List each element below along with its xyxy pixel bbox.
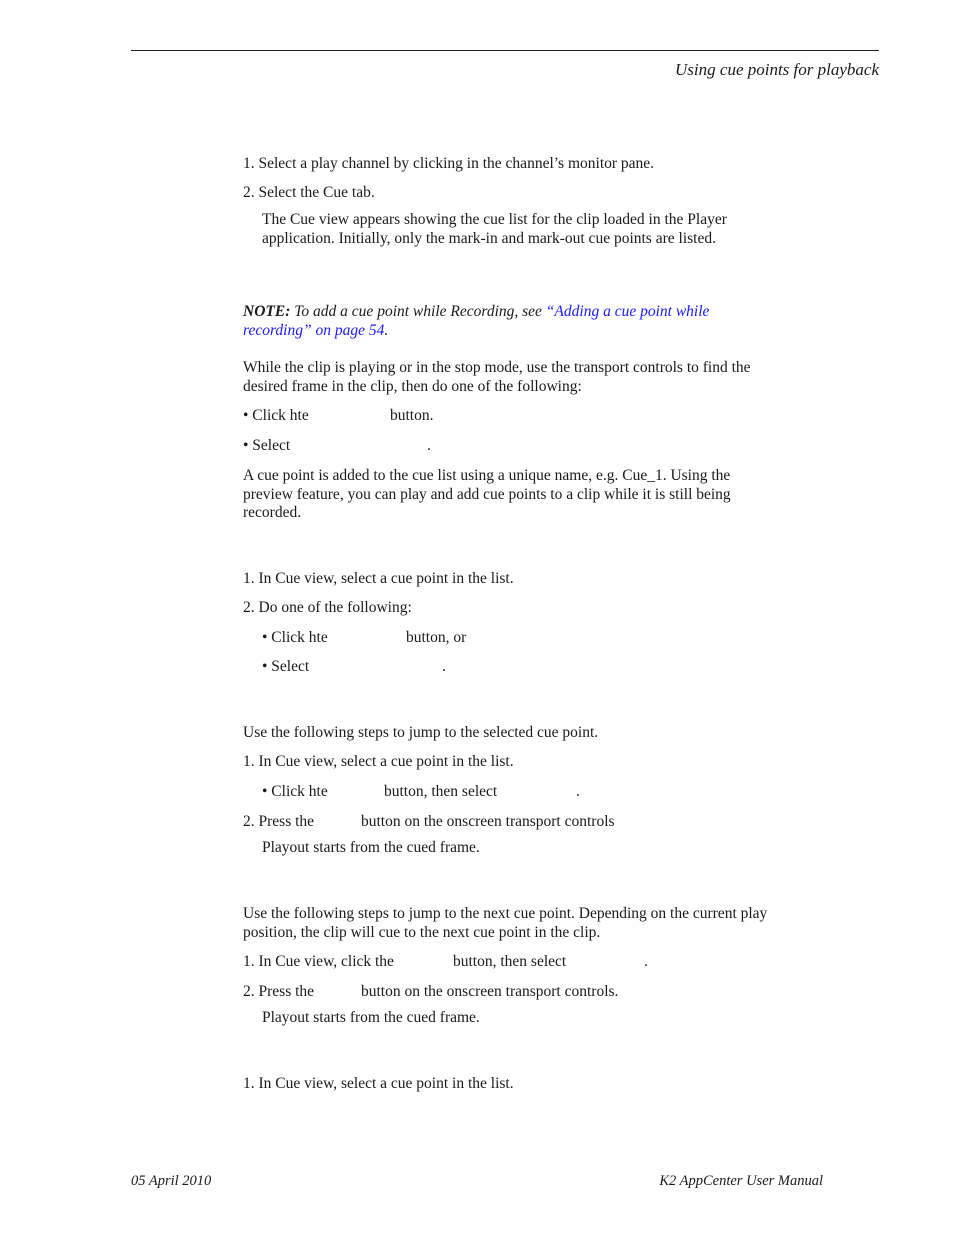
delete-bullet-1-b: button, or <box>406 629 467 646</box>
jump-selected-step-1: 1. In Cue view, select a cue point in the list. <box>243 753 514 770</box>
add-bullet-2-b: . <box>427 437 431 454</box>
delete-step-1: 1. In Cue view, select a cue point in the list. <box>243 570 514 587</box>
jump-next-step-2-a: 2. Press the <box>243 983 315 1000</box>
add-para-line-2: desired frame in the clip, then do one of the following: <box>243 378 582 395</box>
jump-selected-bullet-c: . <box>576 783 580 800</box>
last-step-1: 1. In Cue view, select a cue point in the list. <box>243 1075 514 1092</box>
running-header: Using cue points for playback <box>675 60 879 79</box>
add-para2-line-3: recorded. <box>243 504 302 521</box>
note-link-part-2[interactable]: recording” on page 54 <box>243 322 385 339</box>
add-bullet-1-a: • Click hte <box>243 407 309 424</box>
jump-next-intro-line-1: Use the following steps to jump to the next cue point. Depending on the current play <box>243 905 768 922</box>
select-para-line-2: application. Initially, only the mark-in and mark-out cue points are listed. <box>262 230 716 247</box>
jump-selected-result: Playout starts from the cued frame. <box>262 839 480 856</box>
add-para2-line-1: A cue point is added to the cue list using a unique name, e.g. Cue_1. Using the <box>243 467 731 484</box>
footer-date: 05 April 2010 <box>131 1173 212 1189</box>
select-step-2: 2. Select the Cue tab. <box>243 184 375 201</box>
jump-selected-step-2-b: button on the onscreen transport controls <box>361 813 615 830</box>
note-text: To add a cue point while Recording, see <box>290 303 546 320</box>
note-link-part-1[interactable]: “Adding a cue point while <box>545 303 710 320</box>
note-label: NOTE: <box>243 303 291 320</box>
jump-selected-intro: Use the following steps to jump to the selected cue point. <box>243 724 599 741</box>
add-para-line-1: While the clip is playing or in the stop mode, use the transport controls to find the <box>243 359 751 376</box>
select-para-line-1: The Cue view appears showing the cue list for the clip loaded in the Player <box>262 211 727 228</box>
jump-next-step-1-c: . <box>644 953 648 970</box>
jump-next-step-1-b: button, then select <box>453 953 567 970</box>
jump-next-step-2-b: button on the onscreen transport controls. <box>361 983 619 1000</box>
note-line-2 <box>243 322 388 340</box>
delete-step-2: 2. Do one of the following: <box>243 599 412 616</box>
delete-bullet-2-a: • Select <box>262 658 310 675</box>
add-para2-line-2: preview feature, you can play and add cue points to a clip while it is still being <box>243 486 731 503</box>
note-line-1 <box>243 303 709 321</box>
add-bullet-2-a: • Select <box>243 437 291 454</box>
jump-next-result: Playout starts from the cued frame. <box>262 1009 480 1026</box>
header-rule <box>131 50 879 51</box>
delete-bullet-2-b: . <box>442 658 446 675</box>
delete-bullet-1-a: • Click hte <box>262 629 328 646</box>
jump-selected-step-2-a: 2. Press the <box>243 813 315 830</box>
jump-next-step-1-a: 1. In Cue view, click the <box>243 953 394 970</box>
footer-manual-title: K2 AppCenter User Manual <box>659 1173 823 1189</box>
jump-next-intro-line-2: position, the clip will cue to the next cue point in the clip. <box>243 924 601 941</box>
jump-selected-bullet-b: button, then select <box>384 783 498 800</box>
jump-selected-bullet-a: • Click hte <box>262 783 328 800</box>
select-step-1: 1. Select a play channel by clicking in the channel’s monitor pane. <box>243 155 655 172</box>
note-end: . <box>384 322 389 339</box>
add-bullet-1-b: button. <box>390 407 434 424</box>
